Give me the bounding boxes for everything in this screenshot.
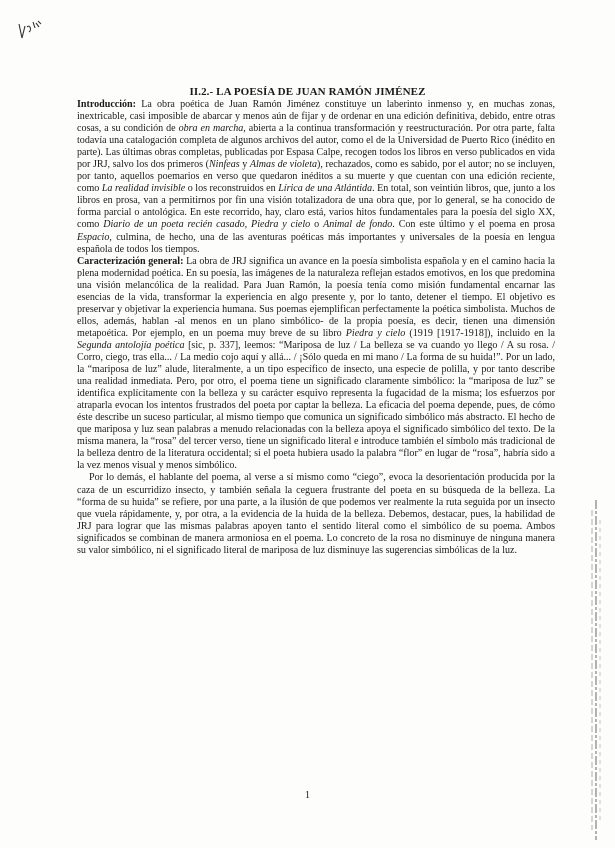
book-title: Piedra y cielo: [345, 327, 406, 339]
paragraph-3: Por lo demás, el hablante del poema, al verse a sí mismo como “ciego”, evoca la desorientación producida por la caza de un escurridizo insecto, y también señala la ceguera frustrante del poeta en su búsqueda de la belleza. La “forma de su huida” se refiere, por una parte, a la ilusión de que podemos ver realmente la ruta seguida por un insecto que vuela rápidamente, y, por otra, a la evidencia de la huida de la belleza. Debemos, destacar, pues, la habilidad de JRJ para lograr que las mismas palabras apoyen tanto el sentido literal como el simbólico de su poema. Ambos significados se combinan de manera armoniosa en el poema. Lo concreto de la rosa no disminuye de ninguna manera su valor simbólico, ni el significado literal de mariposa de luz disminuye las sugerencias simbólicas de la luz.: [77, 472, 555, 556]
handwritten-mark: [16, 18, 44, 42]
text-run: (1919 [1917-1918]), incluido en la: [405, 327, 555, 339]
text-run: , abierta a la continua transformación y reestructuración. Por otra parte, falta todavía una catalogación completa de algunos archivos del autor, como el de la Universidad de Puerto Rico (inédito en parte). Las últimas obras completas, publicadas por Espasa Calpe, recogen todos los libros en verso publicados en vida por JRJ, salvo los dos primeros (: [77, 123, 556, 171]
page-title: II.2.- LA POESÍA DE JUAN RAMÓN JIMÉNEZ: [189, 86, 426, 98]
italic-term: obra en marcha: [178, 123, 244, 135]
book-title: Almas de violeta: [249, 159, 318, 171]
book-title: Animal de fondo: [323, 219, 393, 231]
book-title: La realidad invisible: [101, 183, 186, 195]
page-number: 1: [305, 790, 310, 801]
section-label-introduccion: Introducción:: [77, 99, 136, 110]
text-run: ), rechazados, como es sabido, por el autor; no se incluyen, por tanto, aquellos poemarios en verso que quedaron inéditos a su muerte y que cuentan con una edición reciente, como: [77, 159, 555, 195]
section-label-caracterizacion: Caracterización general:: [77, 255, 184, 267]
text-run: o los reconstruidos en: [185, 183, 279, 195]
book-title: Ninfeas: [208, 159, 240, 171]
paragraph-introduccion: [77, 99, 555, 256]
book-title: Diario de un poeta recién casado, Piedra y cielo: [103, 219, 311, 231]
book-title: Espacio,: [77, 231, 112, 243]
book-title: Segunda antolojía poética: [77, 339, 185, 351]
text-run: . Con este último y el poema en prosa: [392, 219, 555, 231]
text-run: y: [239, 159, 250, 171]
book-title: Lírica de una Atlántida: [278, 183, 373, 195]
scan-edge-artifact: [589, 500, 603, 840]
text-run: [sic, p. 337], leemos: “Mariposa de luz / La belleza se va cuando yo llego / A su rosa. / Corro, ciego, tras ella... / La medio cojo aquí y allá... / ¡Sólo queda en mi mano / La forma de su huida!”. Por un lado, la “mariposa de luz” alude, literalmente, a un tipo específico de insecto, una especie de polilla, y por tanto describe una realidad inmediata. Pero, por otro, el poema tiene un significado claramente simbólico: la “mariposa de luz” se identifica explícitamente con la belleza y su carácter esquivo representa la fugacidad de la misma; los esfuerzos por atraparla evocan los intentos frustrados del poeta por captar la belleza. La eficacia del poema depende, pues, de cómo éste describe un suceso particular, al mismo tiempo que comunica un significado simbólico más abstracto. El hecho de que mariposa y luz sean palabras a menudo relacionadas con la belleza apoya el significado simbólico del texto. De la misma manera, la “rosa” del tercer verso, tiene un significado literal e introduce también el símbolo más tradicional de la belleza dentro de la literatura occidental; si el poeta hubiera usado la palabra “flor” en lugar de “rosa”, habría sido a la vez menos visual y menos simbólico.: [77, 339, 555, 472]
paragraph-caracterizacion: [77, 256, 555, 473]
text-run: o: [310, 219, 324, 231]
text-run: . En total, son veintiún libros, que, junto a los libros en prosa, van a permitirnos por fin una visión totalizadora de una obra que, por lo general, se ha conocido de forma parcial o antológica. En este recorrido, hay, claro está, varios hitos fundamentales para la poesía del siglo XX, como: [77, 183, 555, 231]
text-run: La obra de JRJ significa un avance en la poesía simbolista española y en el camino hacia la plena modernidad poética. En su poesía, las imágenes de la naturaleza reflejan estados emotivos, en los que predomina una visión melancólica de la realidad. Para Juan Ramón, la poesía tenía como misión fundamental encarnar las esencias de la vida, transformar la experiencia en algo presente y, por lo tanto, detener el tiempo. El objetivo es preservar y objetivar la experiencia humana. Sus poemas ejemplifican perfectamente la poética simbolista. Muchos de ellos, además, hablan -al menos en un plano simbólico- de la propia poesía, es decir, tienen una dimensión metapoética. Por ejemplo, en un poema muy breve de su libro: [77, 255, 555, 339]
document-body: [77, 99, 555, 557]
text-run: La obra poética de Juan Ramón Jiménez constituye un laberinto inmenso y, en muchas zonas, inextricable, casi imposible de abarcar y menos aún de fijar y de ordenar en una edición definitiva, debido, entre otras cosas, a su condición de: [77, 99, 555, 135]
text-run: culmina, de hecho, una de las aventuras poéticas más importantes y universales de la poesía en lengua española de todos los tiempos.: [77, 231, 555, 255]
